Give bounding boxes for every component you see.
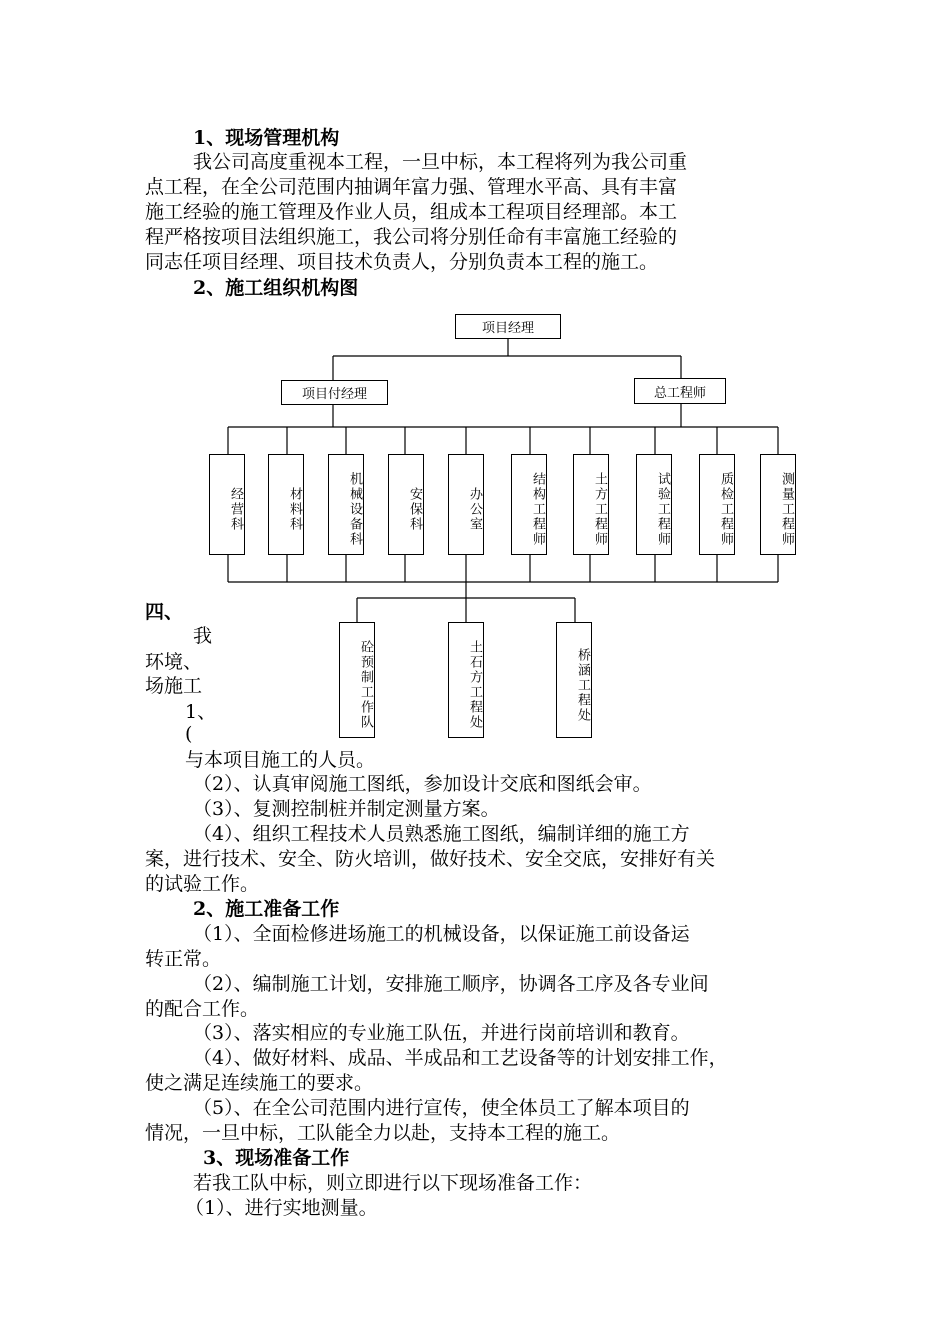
paragraph-line: （4）、做好材料、成品、半成品和工艺设备等的计划安排工作， (193, 1047, 728, 1069)
partial-text: ( (185, 723, 193, 745)
partial-text: 场施工 (145, 675, 203, 697)
partial-text: 我 (193, 625, 213, 647)
org-node-department: 质检工程师 (699, 454, 735, 555)
partial-text: 环境、 (145, 651, 203, 673)
paragraph-line: 转正常。 (145, 948, 222, 970)
org-node-team: 砼预制工作队 (339, 622, 375, 738)
paragraph-line: 情况，一旦中标，工队能全力以赴，支持本工程的施工。 (145, 1122, 621, 1144)
org-node-project-manager: 项目经理 (455, 314, 561, 339)
section-heading-org-chart: 2、施工组织机构图 (193, 277, 359, 299)
paragraph-line: 若我工队中标，则立即进行以下现场准备工作： (193, 1172, 593, 1194)
paragraph-line: （1）、全面检修进场施工的机械设备，以保证施工前设备运 (193, 923, 690, 945)
org-node-deputy-manager: 项目付经理 (281, 380, 388, 405)
section-heading-partial: 四、 (145, 601, 184, 623)
paragraph-line: 程严格按项目法组织施工，我公司将分别任命有丰富施工经验的 (145, 226, 678, 248)
paragraph-line: 与本项目施工的人员。 (185, 749, 376, 771)
paragraph-line: （2）、认真审阅施工图纸，参加设计交底和图纸会审。 (193, 773, 652, 795)
org-node-department: 结构工程师 (511, 454, 547, 555)
org-node-department: 土方工程师 (573, 454, 609, 555)
paragraph-line: （1）、进行实地测量。 (185, 1197, 378, 1219)
org-node-team: 土石方工程处 (448, 622, 484, 738)
paragraph-line: （2）、编制施工计划，安排施工顺序，协调各工序及各专业间 (193, 973, 709, 995)
partial-text: 1、 (185, 701, 217, 723)
paragraph-line: （5）、在全公司范围内进行宣传，使全体员工了解本项目的 (193, 1097, 690, 1119)
paragraph-line: 同志任项目经理、项目技术负责人，分别负责本工程的施工。 (145, 251, 659, 273)
paragraph-line: 点工程，在全公司范围内抽调年富力强、管理水平高、具有丰富 (145, 176, 678, 198)
paragraph-line: 我公司高度重视本工程，一旦中标，本工程将列为我公司重 (193, 151, 688, 173)
paragraph-line: 的试验工作。 (145, 873, 260, 895)
org-node-department: 机械设备科 (328, 454, 364, 555)
org-node-department: 试验工程师 (636, 454, 672, 555)
org-node-department: 办公室 (448, 454, 484, 555)
org-node-chief-engineer: 总工程师 (634, 378, 726, 404)
org-node-department: 安保科 (388, 454, 424, 555)
paragraph-line: 施工经验的施工管理及作业人员，组成本工程项目经理部。本工 (145, 201, 678, 223)
section-heading-site-prep: 3、现场准备工作 (203, 1147, 350, 1169)
org-node-department: 经营科 (209, 454, 245, 555)
paragraph-line: 的配合工作。 (145, 998, 260, 1020)
paragraph-line: 案，进行技术、安全、防火培训，做好技术、安全交底，安排好有关 (145, 848, 716, 870)
paragraph-line: （3）、落实相应的专业施工队伍，并进行岗前培训和教育。 (193, 1022, 690, 1044)
section-heading-site-management: 1、现场管理机构 (193, 127, 340, 149)
org-node-department: 材料科 (268, 454, 304, 555)
section-heading-construction-prep: 2、施工准备工作 (193, 898, 340, 920)
paragraph-line: （3）、复测控制桩并制定测量方案。 (193, 798, 500, 820)
org-node-department: 测量工程师 (760, 454, 796, 555)
paragraph-line: （4）、组织工程技术人员熟悉施工图纸，编制详细的施工方 (193, 823, 690, 845)
org-node-team: 桥涵工程处 (556, 622, 592, 738)
paragraph-line: 使之满足连续施工的要求。 (145, 1072, 374, 1094)
